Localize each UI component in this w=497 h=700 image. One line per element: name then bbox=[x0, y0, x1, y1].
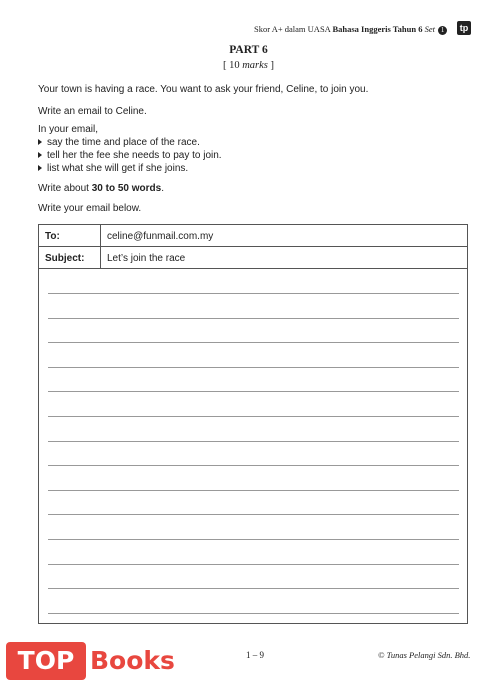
below-text: Write your email below. bbox=[38, 203, 142, 214]
marks-number: 10 bbox=[229, 60, 240, 71]
copyright: © Tunas Pelangi Sdn. Bhd. bbox=[378, 650, 471, 660]
task-text: Write an email to Celine. bbox=[38, 106, 147, 117]
bullet-item: say the time and place of the race. bbox=[38, 137, 200, 148]
book-title: Skor A+ dalam UASA bbox=[254, 24, 331, 34]
writing-line bbox=[48, 367, 459, 368]
writing-line bbox=[48, 539, 459, 540]
set-label: Set bbox=[424, 24, 435, 34]
subject-value: Let’s join the race bbox=[107, 253, 186, 264]
to-value: celine@funmail.com.my bbox=[107, 231, 214, 242]
in-email-text: In your email, bbox=[38, 124, 99, 135]
writing-line bbox=[48, 465, 459, 466]
marks-word: marks bbox=[242, 60, 268, 71]
bullet-triangle-icon bbox=[38, 139, 42, 145]
writing-line bbox=[48, 613, 459, 614]
publisher-logo: tp bbox=[457, 21, 471, 35]
writing-line bbox=[48, 490, 459, 491]
bullet-triangle-icon bbox=[38, 165, 42, 171]
bullet-item: tell her the fee she needs to pay to join. bbox=[38, 150, 222, 161]
page-number: 1 – 9 bbox=[246, 650, 264, 660]
intro-text: Your town is having a race. You want to ask your friend, Celine, to join you. bbox=[38, 84, 369, 95]
to-label: To: bbox=[45, 231, 60, 242]
set-number-badge: 1 bbox=[438, 26, 447, 35]
bullet-item: list what she will get if she joins. bbox=[38, 163, 188, 174]
email-answer-box bbox=[38, 224, 468, 624]
email-subject-row bbox=[39, 247, 467, 269]
word-count: 30 to 50 words bbox=[91, 183, 162, 194]
writing-line bbox=[48, 391, 459, 392]
subject-label: Subject: bbox=[45, 253, 85, 264]
writing-line bbox=[48, 293, 459, 294]
subject-title: Bahasa Inggeris Tahun 6 bbox=[332, 24, 423, 34]
running-header bbox=[254, 24, 447, 35]
topbooks-watermark bbox=[6, 642, 188, 680]
length-text: Write about 30 to 50 words. bbox=[38, 183, 164, 194]
watermark-books: Books bbox=[90, 646, 175, 675]
writing-line bbox=[48, 564, 459, 565]
writing-line bbox=[48, 588, 459, 589]
part-title: PART 6 bbox=[229, 44, 268, 56]
writing-line bbox=[48, 416, 459, 417]
part-marks: [ 10 marks ] bbox=[222, 60, 275, 71]
writing-line bbox=[48, 514, 459, 515]
writing-line bbox=[48, 441, 459, 442]
bullet-triangle-icon bbox=[38, 152, 42, 158]
writing-line bbox=[48, 342, 459, 343]
writing-line bbox=[48, 318, 459, 319]
watermark-top: TOP bbox=[6, 642, 86, 680]
email-to-row bbox=[39, 225, 467, 247]
